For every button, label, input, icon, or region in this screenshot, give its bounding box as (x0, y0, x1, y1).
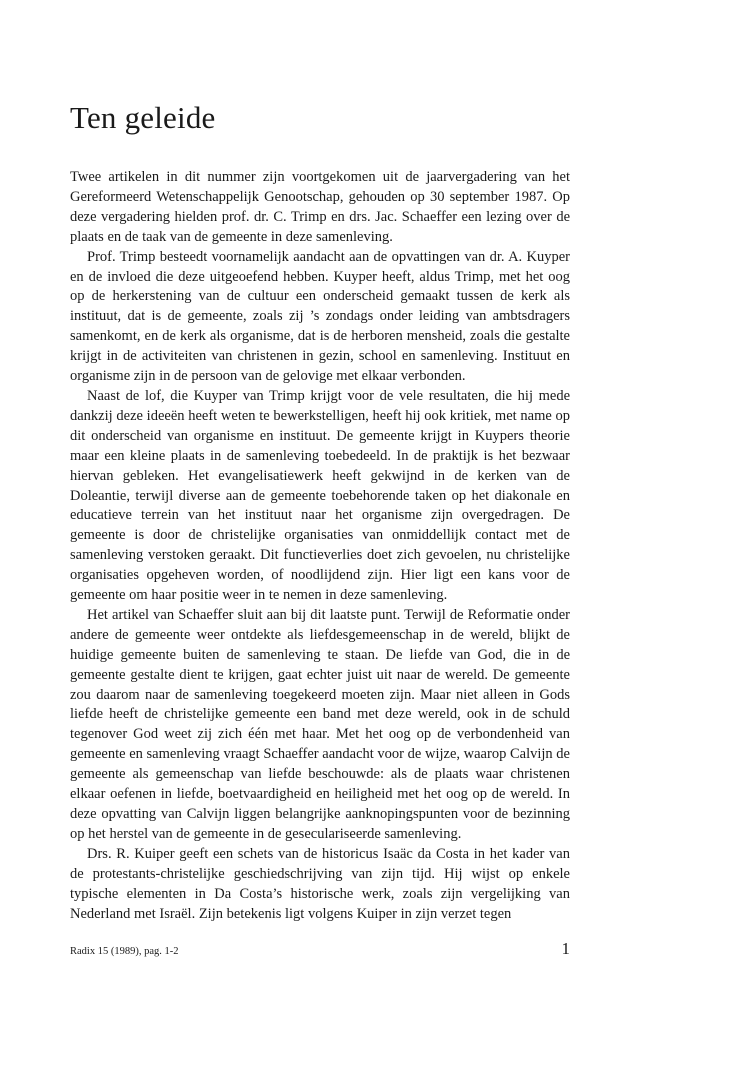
paragraph-1: Twee artikelen in dit nummer zijn voortgekomen uit de jaarvergadering van het Gereformeerd Wetenschappelijk Genootschap, gehouden op 30 september 1987. Op deze vergadering hielden prof. dr. C. Trimp en drs. Jac. Schaeffer een lezing over de plaats en de taak van de gemeente in deze samenleving. (70, 169, 570, 245)
article-title: Ten geleide (70, 100, 216, 135)
paragraph-4: Het artikel van Schaeffer sluit aan bij dit laatste punt. Terwijl de Reformatie onder andere de gemeente weer ontdekte als liefdesgemeenschap in de wereld, blijkt de huidige gemeente buiten de samenleving te staan. De liefde van God, die in de gemeente gestalte dient te krijgen, gaat echter juist uit naar de wereld. De gemeente zou daarom naar de samenleving toegekeerd moeten zijn. Maar niet alleen in Gods liefde heeft de christelijke gemeente een band met deze wereld, ook in de schuld tegenover God weet zij zich één met haar. Met het oog op de verbondenheid van gemeente en samenleving vraagt Schaeffer aandacht voor de wijze, waarop Calvijn de gemeente als gemeenschap van liefde beschouwde: als de plaats waar christenen elkaar oefenen in liefde, boetvaardigheid en heiligheid met het oog op de wereld. In deze opvatting van Calvijn liggen belangrijke aanknopingspunten voor de bezinning op het herstel van de gemeente in de geseculariseerde samenleving. (70, 606, 570, 842)
article-body (70, 168, 570, 924)
journal-citation: Radix 15 (1989), pag. 1-2 (70, 946, 179, 957)
paragraph-3: Naast de lof, die Kuyper van Trimp krijgt voor de vele resultaten, die hij mede dankzij deze ideeën heeft weten te bewerkstelligen, heeft hij ook kritiek, met name op dit onderscheid van organisme en instituut. De gemeente krijgt in Kuypers theorie maar een kleine plaats in de samenleving toebedeeld. In de praktijk is het bezwaar hiervan gebleken. Het evangelisatiewerk heeft gekwijnd in de kerken van de Doleantie, terwijl diverse aan de gemeente toebehorende taken op het diakonale en educatieve terrein van het instituut naar het organisme zijn overgedragen. De gemeente is door de christelijke organisaties van onmiddellijk contact met de samenleving verstoken geraakt. Dit functieverlies doet zich gevoelen, nu christelijke organisaties opgeheven worden, of noodlijdend zijn. Hier ligt een kans voor de gemeente om haar positie weer in te nemen in deze samenleving. (70, 387, 570, 604)
page-number: 1 (561, 939, 570, 958)
paragraph-5: Drs. R. Kuiper geeft een schets van de historicus Isaäc da Costa in het kader van de protestants-christelijke geschiedschrijving van zijn tijd. Hij wijst op enkele typische elementen in Da Costa’s historische werk, zoals zijn vergelijking van Nederland met Israël. Zijn betekenis ligt volgens Kuiper in zijn verzet tegen (70, 845, 570, 922)
paragraph-2: Prof. Trimp besteedt voornamelijk aandacht aan de opvattingen van dr. A. Kuyper en de invloed die deze uitgeoefend hebben. Kuyper heeft, aldus Trimp, met het oog op de herkerstening van de cultuur een onderscheid gemaakt tussen de kerk als instituut, dat is de gemeente, zoals zij ’s zondags onder leiding van ambtsdragers samenkomt, en de kerk als organisme, dat is de herboren mensheid, zoals die gestalte krijgt in de activiteiten van christenen in gezin, school en samenleving. Instituut en organisme zijn in de persoon van de gelovige met elkaar verbonden. (70, 248, 570, 385)
